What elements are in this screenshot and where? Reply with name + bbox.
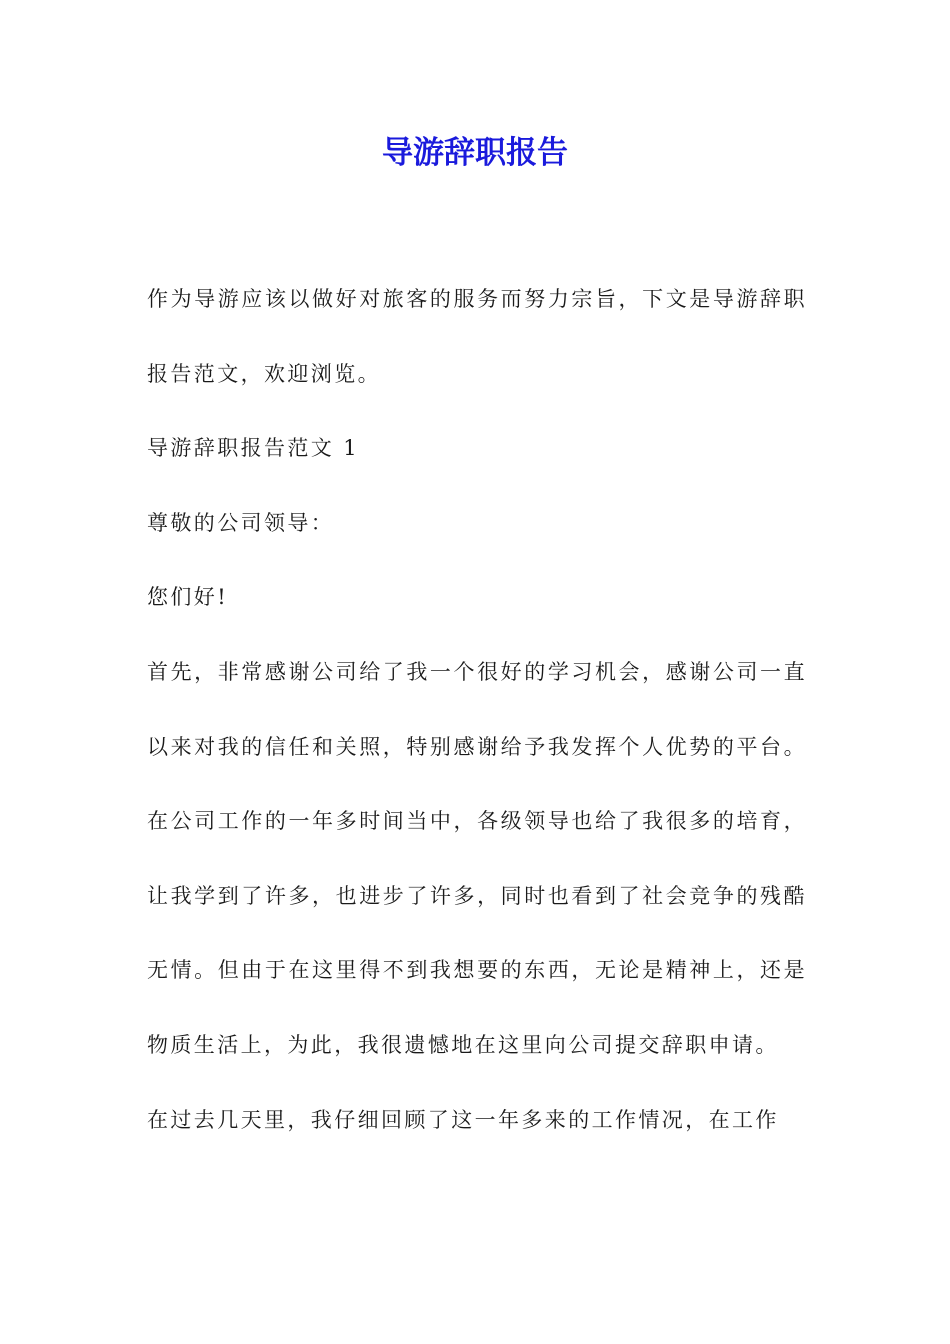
paragraph-section-heading: 导游辞职报告范文 1 xyxy=(147,436,360,461)
document-title: 导游辞职报告 xyxy=(382,135,568,171)
paragraph-intro: 作为导游应该以做好对旅客的服务而努力宗旨，下文是导游辞职报告范文，欢迎浏览。 xyxy=(147,287,807,386)
paragraph-salutation: 尊敬的公司领导： xyxy=(147,510,335,535)
document-body xyxy=(147,262,807,1157)
paragraph-continuation: 在过去几天里，我仔细回顾了这一年多来的工作情况，在工作 xyxy=(147,1107,779,1132)
paragraph-main: 首先，非常感谢公司给了我一个很好的学习机会，感谢公司一直以来对我的信任和关照，特别感谢给予我发挥个人优势的平台。在公司工作的一年多时间当中，各级领导也给了我很多的培育，让我学到了许多，也进步了许多，同时也看到了社会竞争的残酷无情。但由于在这里得不到我想要的东西，无论是精神上，还是物质生活上，为此，我很遗憾地在这里向公司提交辞职申请。 xyxy=(147,659,807,1057)
paragraph-greeting: 您们好! xyxy=(147,585,229,610)
